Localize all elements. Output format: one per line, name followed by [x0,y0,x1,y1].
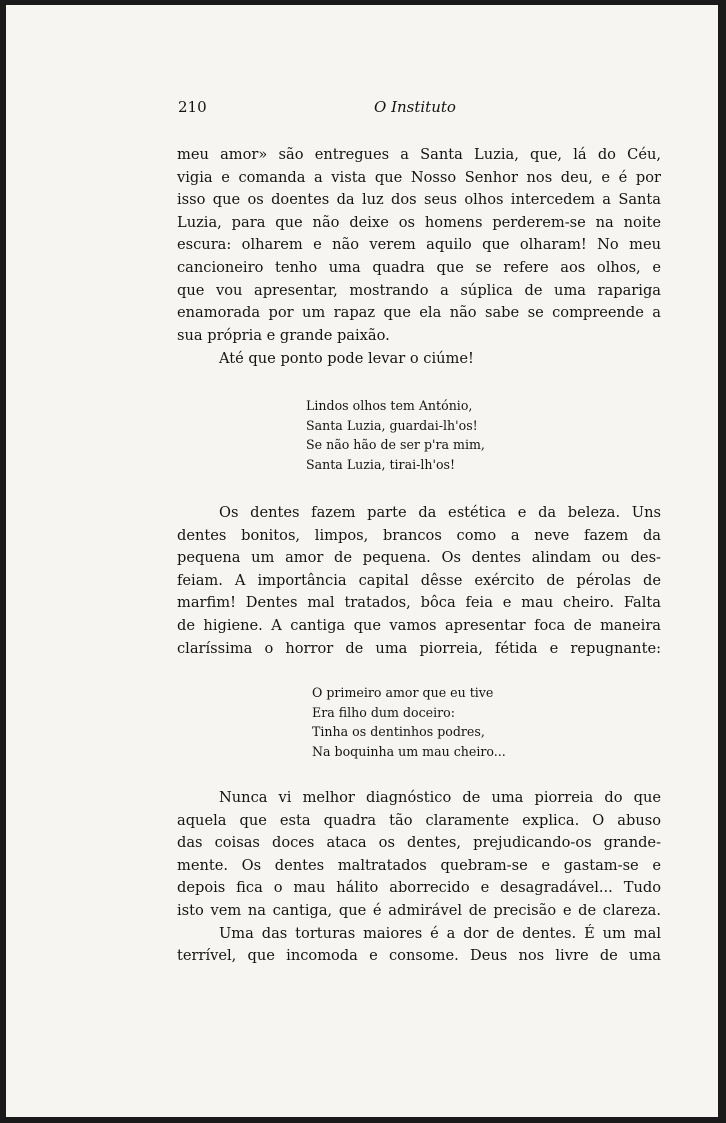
text-line: mente. Os dentes maltratados quebram-se e gastam-se e [177,856,661,874]
text-line: vigia e comanda a vista que Nosso Senhor nos deu, e é por [177,168,661,186]
verse-line: O primeiro amor que eu tive [312,685,494,700]
text-line: de higiene. A cantiga que vamos apresentar foca de maneira [177,616,661,634]
text-line: dentes bonitos, limpos, brancos como a neve fazem da [177,526,661,544]
text-line: isso que os doentes da luz dos seus olhos intercedem a Santa [177,191,661,209]
verse-line: Lindos olhos tem António, [306,398,473,413]
paragraph-4 [177,787,661,968]
text-line: enamorada por um rapaz que ela não sabe se compreende a [177,304,661,322]
running-title: O Instituto [374,98,456,116]
text-line: sua própria e grande paixão. [177,326,390,344]
text-line: escura: olharem e não verem aquilo que olharam! No meu [177,236,661,254]
text-line: das coisas doces ataca os dentes, prejudicando-os grande- [177,834,661,852]
text-line: que vou apresentar, mostrando a súplica de uma rapariga [177,281,661,299]
text-line: meu amor» são entregues a Santa Luzia, que, lá do Céu, [177,146,661,163]
page-number: 210 [178,98,207,116]
verse-quatrain-1 [306,396,485,474]
paragraph-1 [177,144,661,347]
text-line: aquela que esta quadra tão claramente explica. O abuso [177,811,661,829]
verse-line: Na boquinha um mau cheiro... [312,743,506,759]
text-line: isto vem na cantiga, que é admirável de precisão e de clareza. [177,901,661,919]
text-line: terrível, que incomoda e consome. Deus nos livre de uma [177,947,661,965]
text-line: Uma das torturas maiores é a dor de dentes. É um mal [219,924,661,942]
text-line: Luzia, para que não deixe os homens perderem-se na noite [177,213,661,231]
text-line: marfim! Dentes mal tratados, bôca feia e mau cheiro. Falta [177,594,661,612]
text-line: depois fica o mau hálito aborrecido e desagradável... Tudo [177,879,661,897]
page-header [178,98,660,120]
text-line: Os dentes fazem parte da estética e da beleza. Uns [219,504,661,521]
verse-line: Era filho dum doceiro: [312,704,455,720]
text-line: cancioneiro tenho uma quadra que se refere aos olhos, e [177,258,661,276]
verse-line: Se não hão de ser p'ra mim, [306,437,485,452]
text-line: feiam. A importância capital dêsse exército de pérolas de [177,571,661,589]
paragraph-2 [177,348,661,371]
text-line: pequena um amor de pequena. Os dentes alindam ou des- [177,549,661,567]
text-line: claríssima o horror de uma piorreia, fétida e repugnante: [177,639,661,657]
paragraph-3 [177,502,661,660]
text-line: Nunca vi melhor diagnóstico de uma piorreia do que [219,789,661,806]
book-page [6,5,718,1117]
text-line: Até que ponto pode levar o ciúme! [219,350,474,367]
verse-line: Santa Luzia, tirai-lh'os! [306,456,456,472]
verse-line: Tinha os dentinhos podres, [312,724,485,739]
verse-line: Santa Luzia, guardai-lh'os! [306,417,478,433]
verse-quatrain-2 [312,683,506,761]
